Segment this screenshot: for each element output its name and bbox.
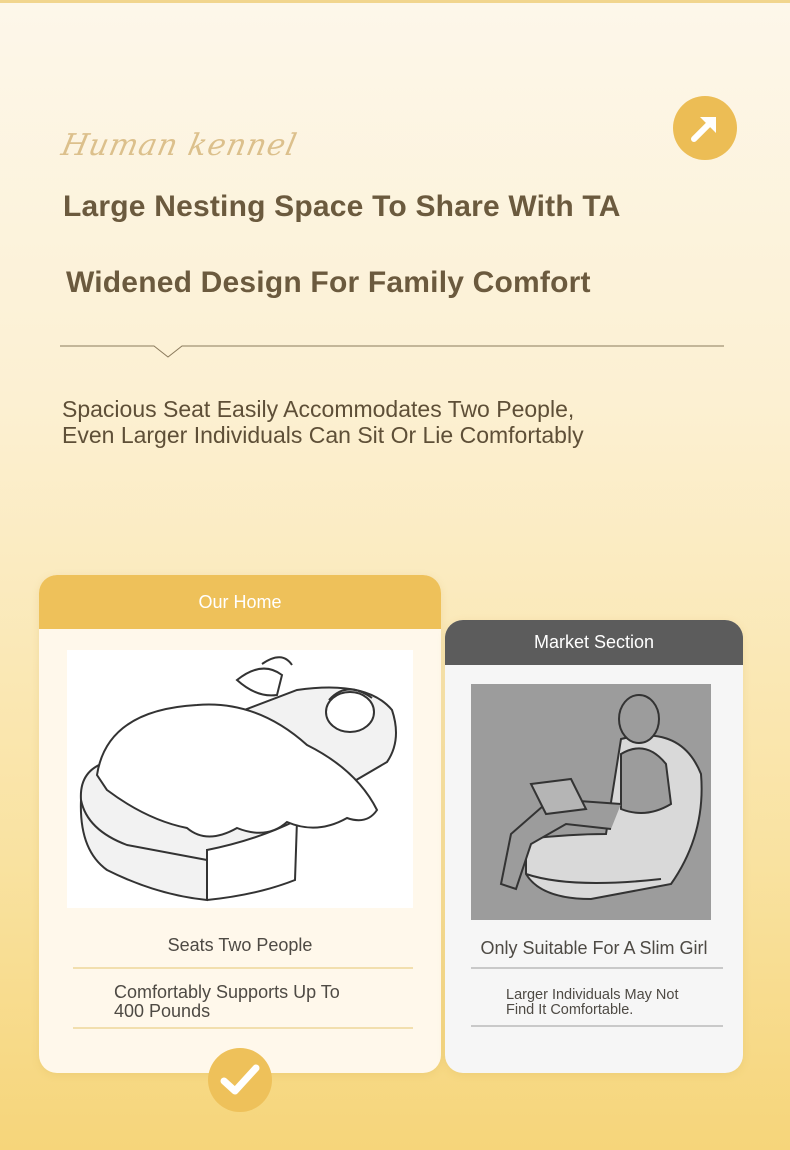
our-home-header: Our Home xyxy=(39,575,441,629)
subtitle-line-2: Even Larger Individuals Can Sit Or Lie Comfortably xyxy=(62,422,584,448)
market-desc-line-2: Find It Comfortable. xyxy=(506,1002,634,1019)
our-home-desc-line-1: Comfortably Supports Up To xyxy=(114,982,340,1002)
market-section-rule-bottom xyxy=(471,1025,723,1027)
our-home-label: Seats Two People xyxy=(167,935,313,955)
market-section-header: Market Section xyxy=(445,620,743,665)
our-home-card xyxy=(39,575,441,1073)
market-section-rule-top xyxy=(471,967,723,969)
market-section-card xyxy=(445,620,743,1073)
our-home-description xyxy=(114,983,340,1021)
script-title: Human kennel xyxy=(58,128,301,163)
our-home-rule-bottom xyxy=(73,1027,413,1029)
sofa-bed-illustration xyxy=(67,650,413,908)
our-home-desc-line-2: 400 Pounds xyxy=(114,1000,211,1021)
headline-secondary: Widened Design For Family Comfort xyxy=(66,266,591,299)
checkmark-icon xyxy=(208,1048,272,1112)
market-desc-line-1: Larger Individuals May Not xyxy=(506,987,679,1003)
subtitle-line-1: Spacious Seat Easily Accommodates Two People, xyxy=(62,396,575,422)
market-section-description xyxy=(506,988,678,1018)
headline-primary: Large Nesting Space To Share With TA xyxy=(63,190,621,223)
section-divider xyxy=(60,338,724,360)
small-chair-illustration xyxy=(471,684,711,920)
market-section-label: Only Suitable For A Slim Girl xyxy=(480,938,708,958)
our-home-rule-top xyxy=(73,967,413,969)
arrow-up-right-icon xyxy=(673,96,737,160)
top-border xyxy=(0,0,790,3)
